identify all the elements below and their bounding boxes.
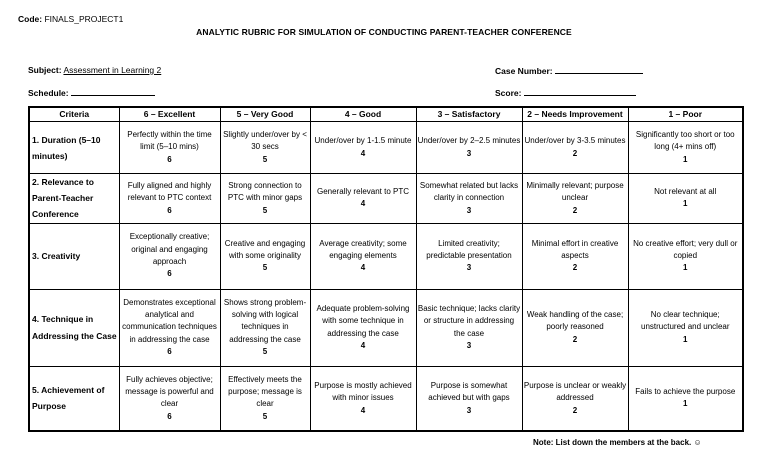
table-row <box>29 289 743 366</box>
cell-text: Minimally relevant; purpose unclear <box>526 180 624 203</box>
cell-score: 6 <box>167 347 172 357</box>
cell-text: Strong connection to PTC with minor gaps <box>227 180 303 203</box>
header-poor: 1 – Poor <box>628 107 743 122</box>
rubric-cell <box>522 223 628 289</box>
code-label: Code: <box>18 14 43 24</box>
cell-score: 4 <box>360 405 366 415</box>
score-field <box>495 87 636 98</box>
header-satisfactory: 3 – Satisfactory <box>416 107 522 122</box>
cell-text: Average creativity; some engaging elements <box>319 238 407 260</box>
criteria-cell: 2. Relevance to Parent-Teacher Conference <box>29 174 119 223</box>
schedule-label: Schedule: <box>28 88 69 98</box>
cell-text: Under/over by 3-3.5 minutes <box>524 136 626 146</box>
score-label: Score: <box>495 88 522 98</box>
cell-score: 1 <box>683 199 688 209</box>
case-number-label: Case Number: <box>495 66 553 76</box>
rubric-cell <box>119 174 220 223</box>
rubric-cell <box>522 174 628 223</box>
header-needs-improvement: 2 – Needs Improvement <box>522 107 628 122</box>
cell-score: 6 <box>167 411 172 421</box>
cell-score: 5 <box>262 347 268 357</box>
cell-text: Fully aligned and highly relevant to PTC context <box>127 180 212 203</box>
cell-text: Fails to achieve the purpose <box>635 386 736 396</box>
code-value: FINALS_PROJECT1 <box>44 14 124 24</box>
rubric-cell <box>416 122 522 174</box>
rubric-cell <box>310 223 416 289</box>
criteria-cell: 5. Achievement of Purpose <box>29 366 119 431</box>
rubric-cell <box>522 122 628 174</box>
cell-text: Effectively meets the purpose; message is clear <box>228 374 302 409</box>
cell-text: Under/over by 2–2.5 minutes <box>417 136 521 146</box>
cell-text: Purpose is mostly achieved with minor issues <box>314 380 412 403</box>
cell-text: Demonstrates exceptional analytical and communication techniques in addressing the case <box>122 297 217 344</box>
cell-text: Under/over by 1-1.5 minute <box>314 136 412 146</box>
case-number-field <box>495 65 643 76</box>
project-code <box>18 14 123 24</box>
cell-text: Adequate problem-solving with some technique in addressing the case <box>316 303 410 338</box>
rubric-cell <box>220 366 310 431</box>
rubric-cell <box>220 289 310 366</box>
cell-text: Minimal effort in creative aspects <box>531 238 619 260</box>
cell-score: 5 <box>262 411 268 421</box>
cell-text: Slightly under/over by < 30 secs <box>223 130 307 152</box>
table-row <box>29 122 743 174</box>
rubric-cell <box>628 174 743 223</box>
cell-text: Basic technique; lacks clarity or structure in addressing the case <box>417 303 521 338</box>
rubric-cell <box>220 174 310 223</box>
cell-score: 2 <box>572 405 578 415</box>
cell-text: Generally relevant to PTC <box>316 186 410 196</box>
rubric-cell <box>522 366 628 431</box>
cell-text: No clear technique; unstructured and unclear <box>641 310 730 332</box>
cell-score: 4 <box>360 148 366 158</box>
rubric-cell <box>416 366 522 431</box>
table-row <box>29 366 743 431</box>
cell-score: 6 <box>167 269 172 279</box>
rubric-cell <box>416 223 522 289</box>
cell-score: 6 <box>167 205 172 215</box>
criteria-cell: 3. Creativity <box>29 223 119 289</box>
header-very-good: 5 – Very Good <box>220 107 310 122</box>
cell-score: 4 <box>360 199 366 209</box>
cell-text: Exceptionally creative; original and engaging approach <box>129 232 210 267</box>
rubric-cell <box>522 289 628 366</box>
rubric-cell <box>119 289 220 366</box>
case-number-blank[interactable] <box>555 65 643 74</box>
rubric-table <box>28 106 744 432</box>
rubric-cell <box>310 289 416 366</box>
header-row <box>29 107 743 122</box>
cell-text: Purpose is unclear or weakly addressed <box>523 380 627 403</box>
cell-score: 5 <box>262 205 268 215</box>
subject-label: Subject: <box>28 65 62 75</box>
cell-score: 3 <box>466 148 472 158</box>
rubric-cell <box>628 289 743 366</box>
rubric-cell <box>628 366 743 431</box>
cell-score: 6 <box>167 154 172 164</box>
cell-score: 4 <box>360 340 366 350</box>
cell-text: Somewhat related but lacks clarity in connection <box>419 180 519 203</box>
page-title: ANALYTIC RUBRIC FOR SIMULATION OF CONDUCTING PARENT-TEACHER CONFERENCE <box>196 27 572 37</box>
cell-score: 3 <box>466 263 472 273</box>
cell-text: No creative effort; very dull or copied <box>633 238 738 260</box>
cell-score: 2 <box>572 205 578 215</box>
header-good: 4 – Good <box>310 107 416 122</box>
cell-score: 5 <box>262 263 268 273</box>
footer-note: Note: List down the members at the back. ☺ <box>533 438 702 447</box>
rubric-cell <box>310 174 416 223</box>
rubric-cell <box>628 122 743 174</box>
cell-text: Creative and engaging with some originality <box>224 238 306 260</box>
cell-score: 3 <box>466 340 472 350</box>
subject-value: Assessment in Learning 2 <box>63 65 162 75</box>
header-criteria: Criteria <box>29 107 119 122</box>
cell-score: 1 <box>683 334 688 344</box>
cell-score: 1 <box>683 263 688 273</box>
cell-score: 1 <box>683 154 688 164</box>
cell-text: Shows strong problem-solving with logical techniques in addressing the case <box>223 297 307 344</box>
rubric-cell <box>310 366 416 431</box>
cell-text: Fully achieves objective; message is powerful and clear <box>125 374 214 409</box>
header-excellent: 6 – Excellent <box>119 107 220 122</box>
table-row <box>29 174 743 223</box>
cell-text: Not relevant at all <box>654 186 717 196</box>
rubric-cell <box>416 174 522 223</box>
score-blank[interactable] <box>524 87 636 96</box>
cell-score: 2 <box>572 148 578 158</box>
rubric-cell <box>220 122 310 174</box>
rubric-cell <box>119 122 220 174</box>
cell-text: Limited creativity; predictable presentation <box>426 238 512 260</box>
cell-score: 2 <box>572 334 578 344</box>
table-row <box>29 223 743 289</box>
cell-score: 4 <box>360 263 366 273</box>
cell-score: 2 <box>572 263 578 273</box>
cell-score: 3 <box>466 205 472 215</box>
cell-text: Significantly too short or too long (4+ mins off) <box>635 130 735 152</box>
subject-field <box>28 65 161 75</box>
cell-text: Weak handling of the case; poorly reasoned <box>526 310 624 332</box>
rubric-cell <box>119 366 220 431</box>
cell-text: Purpose is somewhat achieved but with gaps <box>428 380 510 403</box>
rubric-cell <box>310 122 416 174</box>
cell-text: Perfectly within the time limit (5–10 mins) <box>127 130 212 152</box>
rubric-cell <box>220 223 310 289</box>
cell-score: 3 <box>466 405 472 415</box>
schedule-field <box>28 87 155 98</box>
criteria-cell: 4. Technique in Addressing the Case <box>29 289 119 366</box>
rubric-cell <box>628 223 743 289</box>
rubric-cell <box>416 289 522 366</box>
criteria-cell: 1. Duration (5–10 minutes) <box>29 122 119 174</box>
schedule-blank[interactable] <box>71 87 155 96</box>
cell-score: 1 <box>683 399 688 409</box>
cell-score: 5 <box>262 154 268 164</box>
rubric-cell <box>119 223 220 289</box>
